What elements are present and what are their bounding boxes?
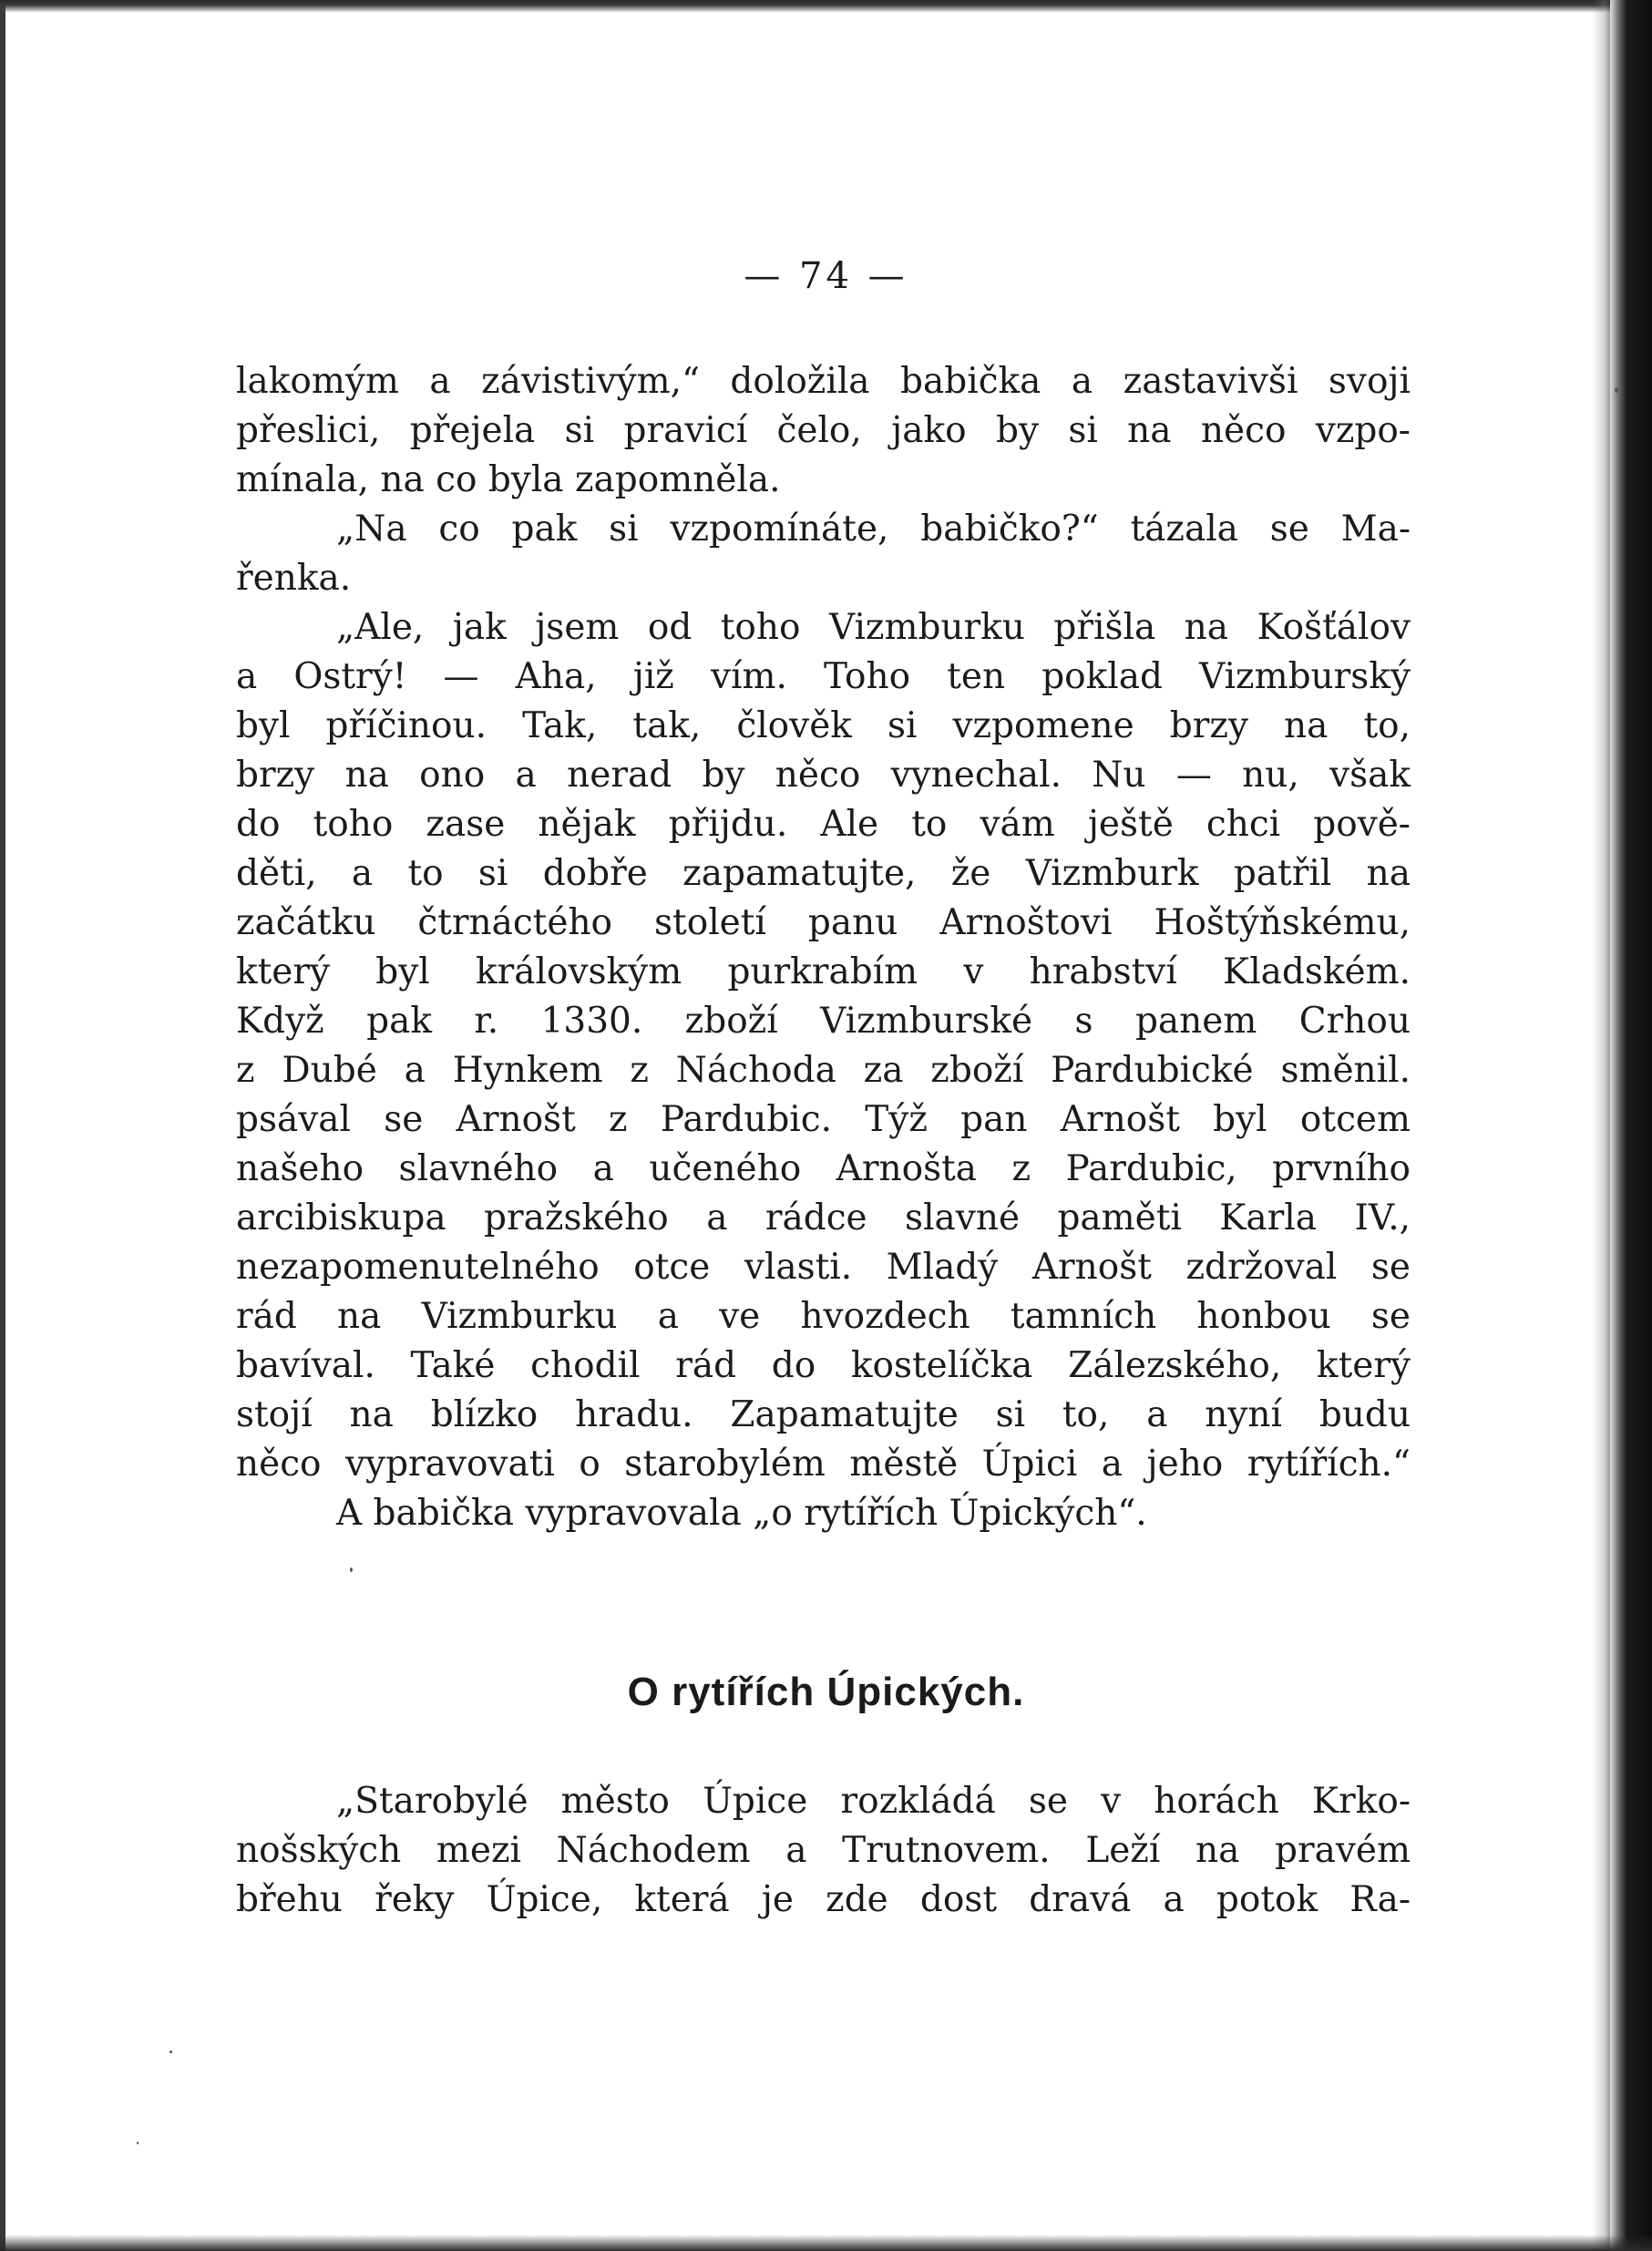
text-line: byl příčinou. Tak, tak, člověk si vzpomene brzy na to, (236, 705, 1411, 746)
section-text (236, 1777, 1411, 1925)
text-line: rád na Vizmburku a ve hvozdech tamních honbou se (236, 1296, 1411, 1337)
scan-border-right (1610, 0, 1652, 2251)
text-line: do toho zase nějak přijdu. Ale to vám ještě chci pově- (236, 804, 1411, 845)
text-line: A babička vypravovala „o rytířích Úpických“. (336, 1493, 1147, 1534)
text-line: našeho slavného a učeného Arnošta z Pardubic, prvního (236, 1148, 1411, 1189)
text-line: mínala, na co byla zapomněla. (236, 459, 781, 500)
text-line: arcibiskupa pražského a rádce slavné paměti Karla IV., (236, 1197, 1411, 1239)
text-line: bavíval. Také chodil rád do kostelíčka Zálezského, který (236, 1345, 1411, 1386)
text-line: něco vypravovati o starobylém městě Úpici a jeho rytířích.“ (236, 1444, 1411, 1485)
text-line: brzy na ono a nerad by něco vynechal. Nu — nu, však (236, 755, 1411, 796)
text-line: děti, a to si dobře zapamatujte, že Vizmburk patřil na (236, 853, 1411, 894)
text-line: a Ostrý! — Aha, již vím. Toho ten poklad Vizmburský (236, 656, 1411, 697)
text-line: nošských mezi Náchodem a Trutnovem. Leží na pravém (236, 1830, 1411, 1871)
text-line: lakomým a závistivým,“ doložila babička a zastavivši svoji (236, 361, 1411, 402)
text-line: který byl královským purkrabím v hrabství Kladském. (236, 951, 1411, 992)
text-line: přeslici, přejela si pravicí čelo, jako by si na něco vzpo- (236, 410, 1411, 451)
body-text (236, 357, 1411, 1538)
text-line: „Ale, jak jsem od toho Vizmburku přišla na Košťálov (336, 607, 1411, 648)
dust-speck (169, 2051, 172, 2053)
section-heading: O rytířích Úpických. (627, 1670, 1025, 1714)
text-line: psával se Arnošt z Pardubic. Týž pan Arnošt byl otcem (236, 1099, 1411, 1140)
text-line: břehu řeky Úpice, která je zde dost dravá a potok Ra- (236, 1879, 1411, 1920)
dust-speck (1615, 387, 1618, 393)
text-line: nezapomenutelného otce vlasti. Mladý Arnošt zdržoval se (236, 1247, 1411, 1288)
text-line: z Dubé a Hynkem z Náchoda za zboží Pardubické směnil. (236, 1050, 1411, 1091)
text-line: „Starobylé město Úpice rozkládá se v horách Krko- (336, 1781, 1411, 1822)
scan-border-top (0, 0, 1652, 13)
text-line: řenka. (236, 558, 352, 599)
text-line: Když pak r. 1330. zboží Vizmburské s panem Crhou (236, 1001, 1411, 1042)
page-number: — 74 — (744, 255, 908, 297)
dust-speck (137, 2142, 139, 2144)
text-line: „Na co pak si vzpomínáte, babičko?“ tázala se Ma- (336, 509, 1411, 550)
scan-border-left (0, 0, 5, 2251)
scan-border-bottom (0, 2235, 1652, 2251)
text-line: stojí na blízko hradu. Zapamatujte si to, a nyní budu (236, 1394, 1411, 1435)
dust-speck (350, 1567, 353, 1572)
text-line: začátku čtrnáctého století panu Arnoštovi Hoštýňskému, (236, 902, 1411, 943)
